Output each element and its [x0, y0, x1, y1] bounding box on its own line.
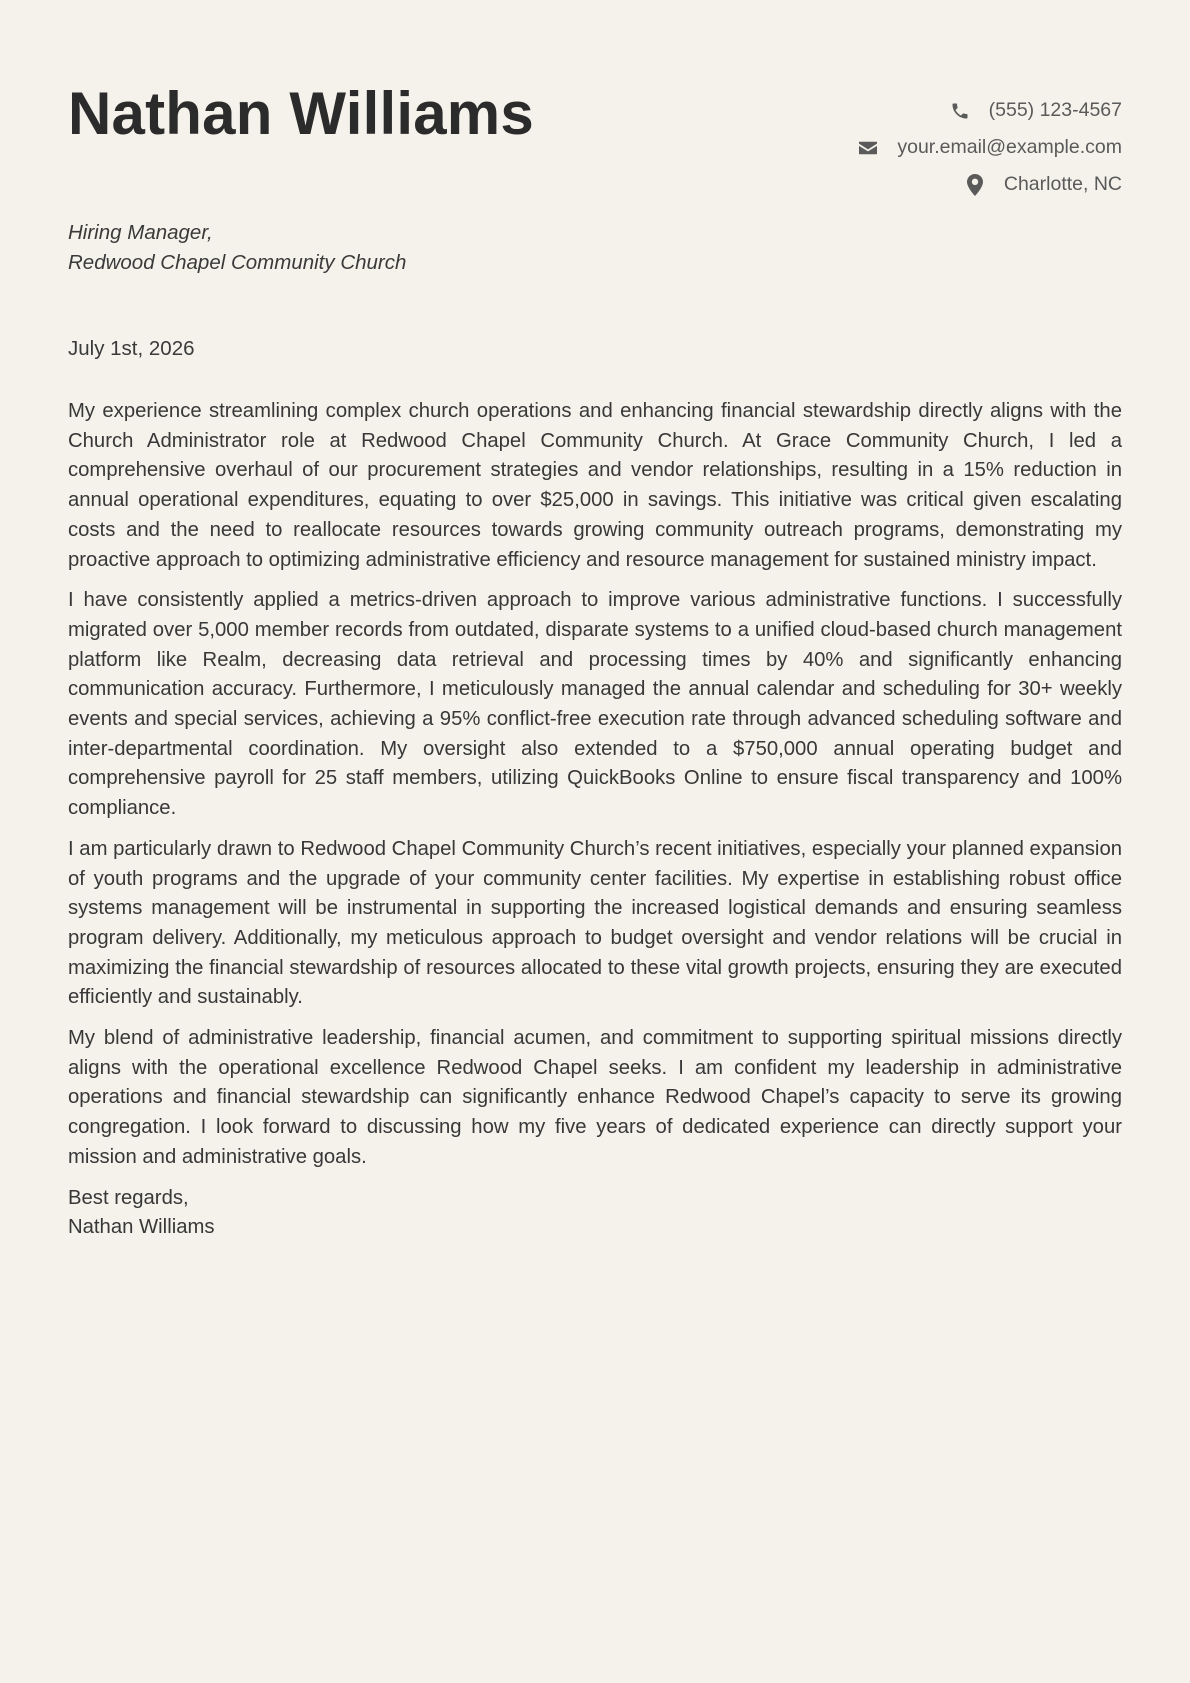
envelope-icon: [857, 137, 879, 159]
phone-text[interactable]: (555) 123-4567: [988, 99, 1122, 121]
cover-letter-page: [68, 0, 1122, 1683]
closing-block: [68, 1184, 1122, 1243]
recipient-title: Hiring Manager,: [68, 221, 213, 244]
contact-phone: [857, 92, 1122, 129]
location-text: Charlotte, NC: [1003, 173, 1122, 195]
phone-icon: [949, 100, 971, 122]
body-paragraph-3: I am particularly drawn to Redwood Chapel Community Church’s recent initiatives, especially your planned expansion of youth programs and the upgrade of your community center facilities. My expertise in establishing robust office systems management will be instrumental in supporting the increased logistical demands and ensuring seamless program delivery. Additionally, my meticulous approach to budget oversight and vendor relations will be crucial in maximizing the financial stewardship of resources allocated to these vital growth projects, ensuring they are executed efficiently and sustainably.: [68, 837, 1122, 1009]
closing-salutation: Best regards,: [68, 1186, 189, 1209]
closing-signature: Nathan Williams: [68, 1216, 215, 1239]
contact-block: [857, 92, 1122, 203]
body-paragraph-2: I have consistently applied a metrics-driven approach to improve various administrative functions. I successfully migrated over 5,000 member records from outdated, disparate systems to a unified cloud-based church management platform like Realm, decreasing data retrieval and processing times by 40% and significantly enhancing communication accuracy. Furthermore, I meticulously managed the annual calendar and scheduling for 30+ weekly events and special services, achieving a 95% conflict-free execution rate through advanced scheduling software and inter-departmental coordination. My oversight also extended to a $750,000 annual operating budget and comprehensive payroll for 25 staff members, utilizing QuickBooks Online to ensure fiscal transparency and 100% compliance.: [68, 589, 1122, 820]
contact-email: [857, 129, 1122, 166]
letter-header: [68, 0, 1122, 210]
letter-body: [68, 397, 1122, 1243]
letter-date: July 1st, 2026: [68, 337, 195, 360]
body-paragraph-4: My blend of administrative leadership, financial acumen, and commitment to supporting spiritual missions directly aligns with the operational excellence Redwood Chapel seeks. I am confident my leadership in administrative operations and financial stewardship can significantly enhance Redwood Chapel’s capacity to serve its growing congregation. I look forward to discussing how my five years of dedicated experience can directly support your mission and administrative goals.: [68, 1027, 1122, 1168]
contact-location: [857, 166, 1122, 203]
recipient-block: [68, 218, 406, 278]
email-text[interactable]: your.email@example.com: [897, 136, 1122, 158]
map-pin-icon: [964, 174, 986, 196]
applicant-name: Nathan Williams: [68, 80, 534, 147]
body-paragraph-1: My experience streamlining complex church operations and enhancing financial stewardship directly aligns with the Church Administrator role at Redwood Chapel Community Church. At Grace Community Church, I led a comprehensive overhaul of our procurement strategies and vendor relationships, resulting in a 15% reduction in annual operational expenditures, equating to over $25,000 in savings. This initiative was critical given escalating costs and the need to reallocate resources towards growing community outreach programs, demonstrating my proactive approach to optimizing administrative efficiency and resource management for sustained ministry impact.: [68, 400, 1122, 571]
recipient-organization: Redwood Chapel Community Church: [68, 251, 407, 274]
